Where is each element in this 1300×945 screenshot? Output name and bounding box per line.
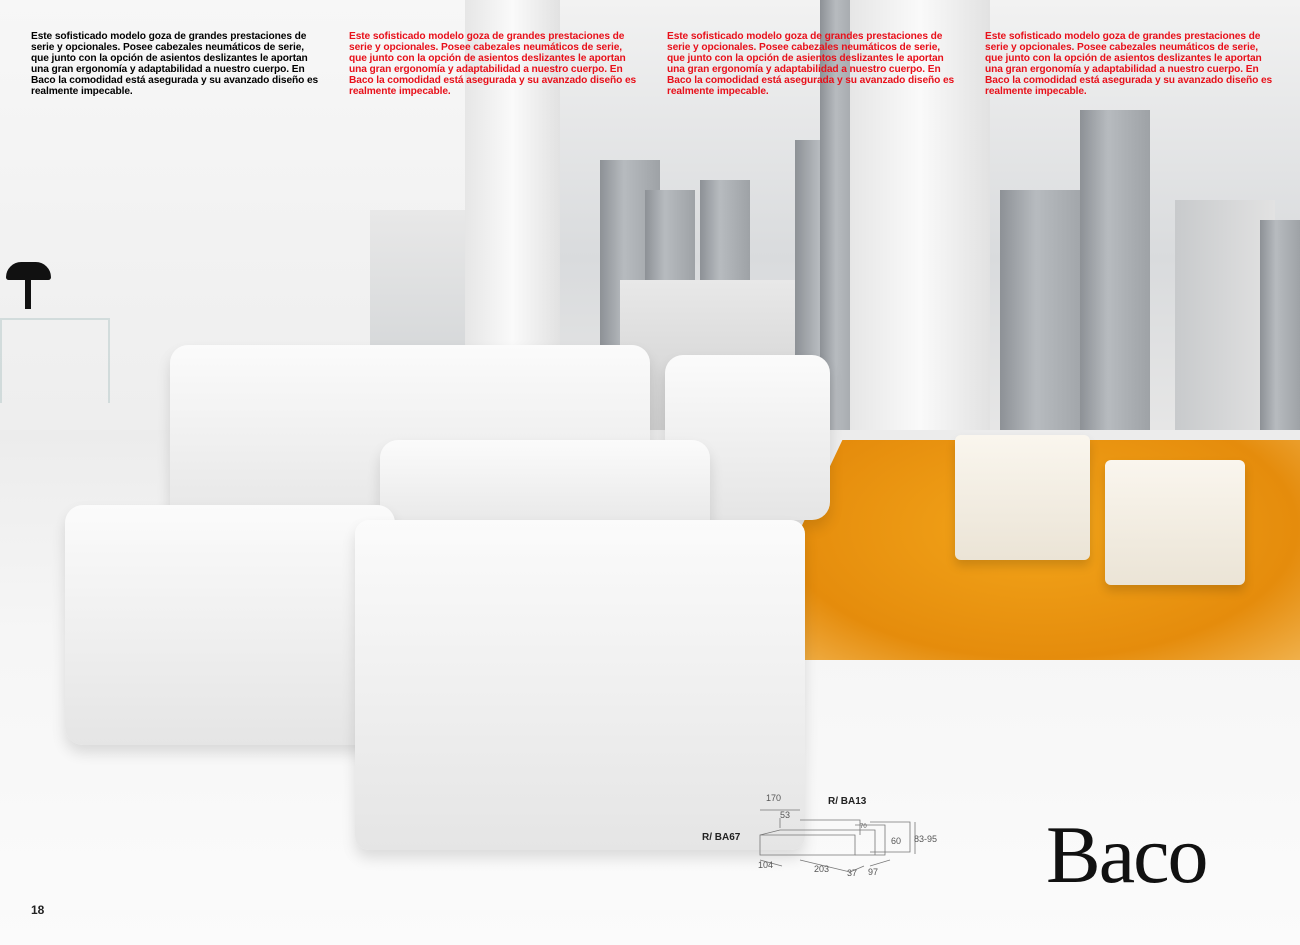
dim-label: 83-95 (914, 834, 938, 844)
dim-label: 53 (780, 810, 791, 820)
dim-label: 70 (860, 824, 867, 830)
glass-side-table (0, 318, 110, 403)
dim-label: 170 (766, 793, 782, 803)
page-number: 18 (31, 903, 45, 917)
model-ref-chaise: R/ BA67 (702, 832, 741, 843)
sofa-arm-left (65, 505, 395, 745)
ottoman (1105, 460, 1245, 585)
ottoman (955, 435, 1090, 560)
dim-label: 97 (868, 867, 879, 877)
dimension-diagram (700, 790, 960, 880)
product-title: Baco (1046, 809, 1207, 900)
description-column: Este sofisticado modelo goza de grandes prestaciones de serie y opcionales. Posee cabezales neumáticos de serie, que junto con la opción de asientos deslizantes le aportan una gran ergonomía y adaptabilidad a nuestro cuerpo. En Baco la comodidad está asegurada y su avanzado diseño es realmente impecable. (31, 31, 319, 97)
description-column: Este sofisticado modelo goza de grandes prestaciones de serie y opcionales. Posee cabezales neumáticos de serie, que junto con la opción de asientos deslizantes le aportan una gran ergonomía y adaptabilidad a nuestro cuerpo. En Baco la comodidad está asegurada y su avanzado diseño es realmente impecable. (667, 31, 955, 97)
dim-label: 60 (891, 836, 902, 846)
dim-label: 104 (758, 860, 774, 870)
description-column: Este sofisticado modelo goza de grandes prestaciones de serie y opcionales. Posee cabezales neumáticos de serie, que junto con la opción de asientos deslizantes le aportan una gran ergonomía y adaptabilidad a nuestro cuerpo. En Baco la comodidad está asegurada y su avanzado diseño es realmente impecable. (349, 31, 637, 97)
model-ref-main: R/ BA13 (828, 796, 867, 807)
description-column: Este sofisticado modelo goza de grandes prestaciones de serie y opcionales. Posee cabezales neumáticos de serie, que junto con la opción de asientos deslizantes le aportan una gran ergonomía y adaptabilidad a nuestro cuerpo. En Baco la comodidad está asegurada y su avanzado diseño es realmente impecable. (985, 31, 1273, 97)
dim-label: 37 (847, 868, 858, 878)
dim-label: 203 (814, 864, 830, 874)
table-lamp (6, 262, 51, 280)
